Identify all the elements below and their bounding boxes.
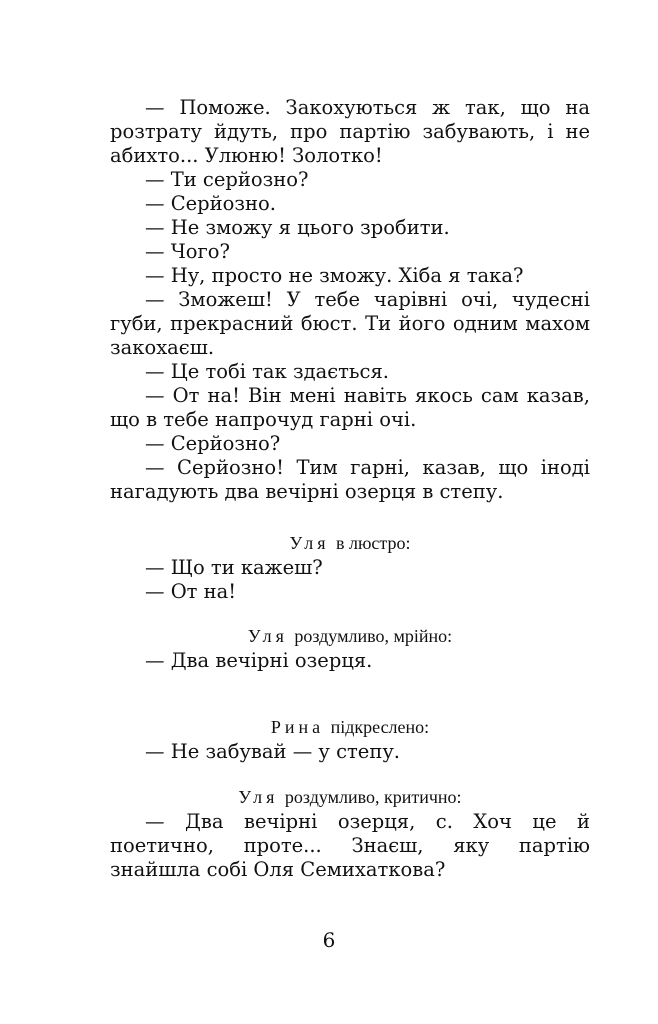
dialogue-line: — Два вечірні озерця. (145, 649, 373, 672)
speaker-name: Уля (247, 626, 288, 646)
speaker-name: Уля (289, 533, 330, 553)
dialogue-line: — Це тобі так здається. (145, 360, 389, 383)
direction-text: роздумливо, критично: (284, 787, 462, 807)
page-number: 6 (322, 928, 336, 952)
stage-direction-1 (110, 532, 590, 554)
dialogue-line: — От на! Він мені навіть якось сам казав, що в тебе напрочуд гарні очі. (110, 384, 590, 431)
dialogue-line: — Серйозно. (145, 192, 276, 215)
dialogue-line: — Що ти кажеш? (145, 556, 323, 579)
dialogue-block-2 (110, 556, 590, 604)
speaker-name: Уля (238, 787, 279, 807)
dialogue-line: — Зможеш! У тебе чарівні очі, чудесні губи, прекрасний бюст. Ти його одним махом закохаєш. (110, 288, 590, 359)
dialogue-block-5 (110, 810, 590, 882)
stage-direction-4 (110, 786, 590, 808)
dialogue-line: — Ти серйозно? (145, 168, 309, 191)
dialogue-line: — Поможе. Закохуються ж так, що на розтрату йдуть, про партію забувають, і не абихто... Улюню! Золотко! (110, 96, 590, 167)
dialogue-line: — Серйозно? (145, 432, 281, 455)
dialogue-line: — Серйозно! Тим гарні, казав, що іноді нагадують два вечірні озерця в степу. (110, 456, 590, 503)
stage-direction-3 (110, 716, 590, 738)
dialogue-block-1 (110, 96, 590, 504)
dialogue-line: — Чого? (145, 240, 230, 263)
stage-direction-2 (110, 625, 590, 647)
dialogue-line: — Не зможу я цього зробити. (145, 216, 450, 239)
speaker-name: Рина (270, 717, 325, 737)
dialogue-line: — Ну, просто не зможу. Хіба я така? (145, 264, 524, 287)
direction-text: в люстро: (335, 533, 411, 553)
direction-text: підкреслено: (330, 717, 430, 737)
dialogue-line: — Не забувай — у степу. (145, 740, 401, 763)
dialogue-block-4 (110, 740, 590, 764)
dialogue-block-3 (110, 649, 590, 673)
dialogue-line: — Два вечірні озерця, с. Хоч це й поетично, проте... Знаєш, яку партію знайшла собі Оля Семихаткова? (110, 810, 590, 881)
dialogue-line: — От на! (145, 580, 237, 603)
direction-text: роздумливо, мрійно: (294, 626, 453, 646)
